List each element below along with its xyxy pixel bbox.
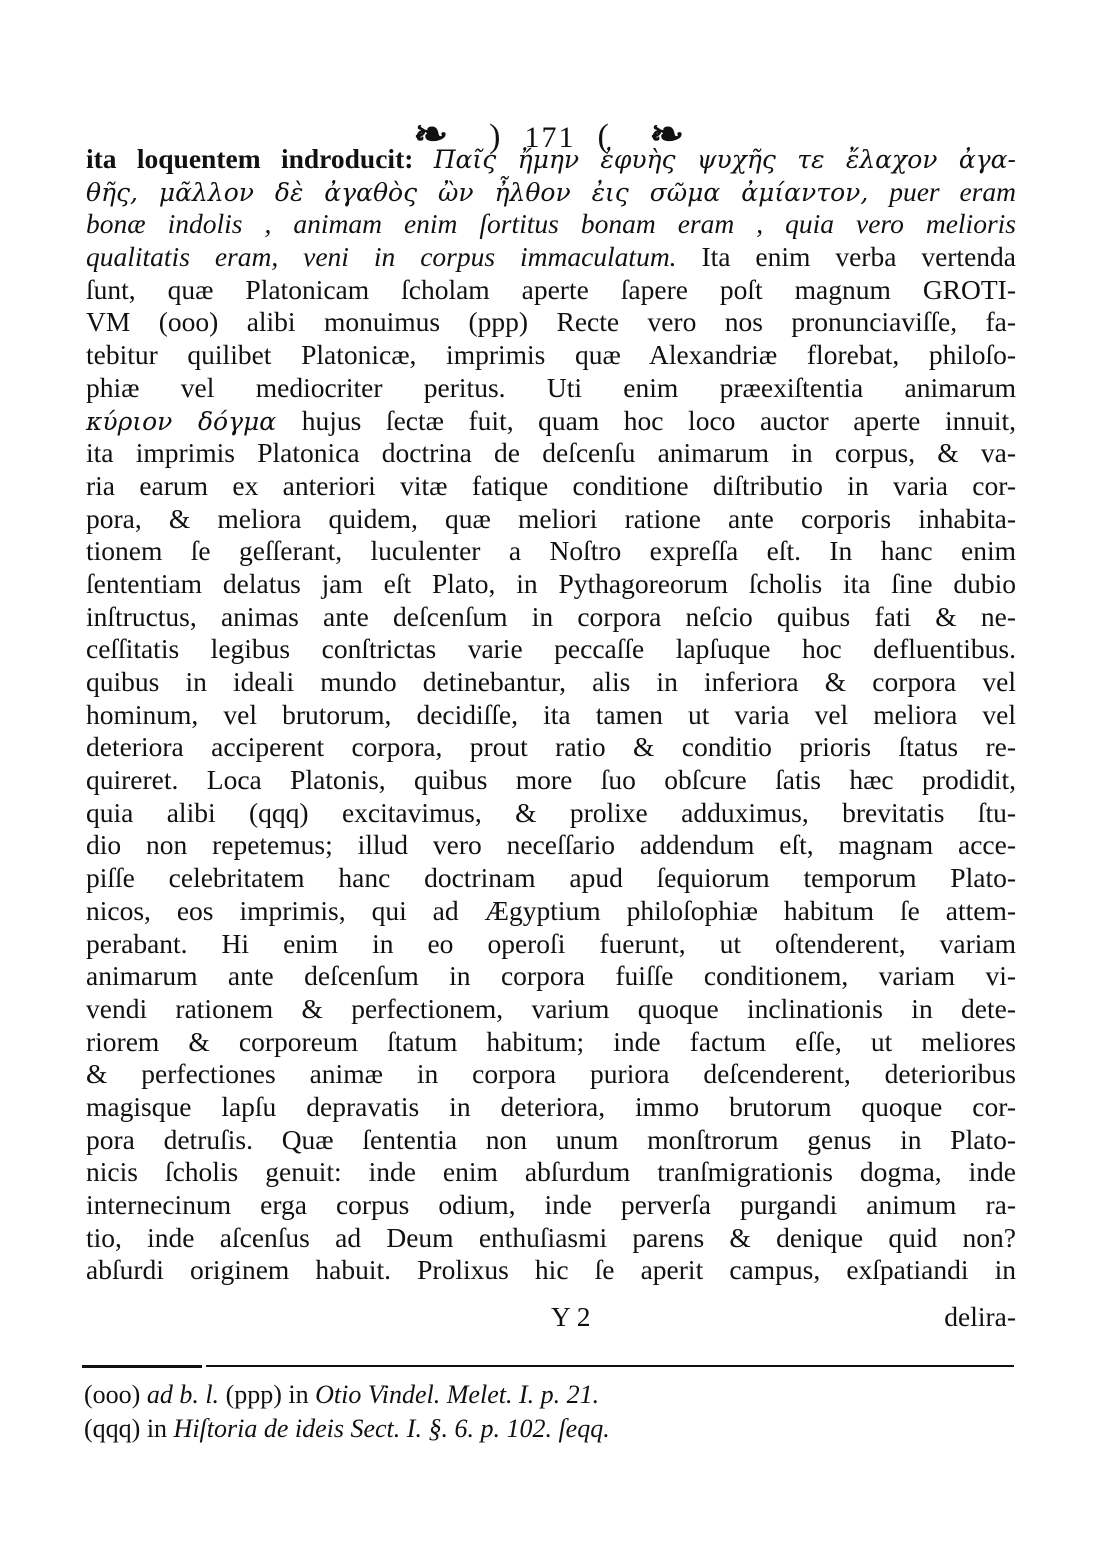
footnote-line [84, 1378, 1014, 1412]
page-foot [86, 1300, 1016, 1334]
text-run: & perfectiones animæ in corpora puriora deſcenderent, deterioribus [86, 1058, 1016, 1090]
text-line [86, 764, 1016, 797]
text-line [86, 1124, 1016, 1157]
text-run: (qqq) in [84, 1414, 174, 1443]
text-line [86, 274, 1016, 307]
greek-text: θῆς, μᾶλλον δὲ ἀγαθὸς ὢν ἦλθον ἐις σῶμα ἀμίαντον, [86, 177, 890, 207]
text-line [86, 862, 1016, 895]
text-run: (ppp) in [219, 1380, 316, 1409]
text-line [86, 993, 1016, 1026]
text-line [86, 535, 1016, 568]
text-run: hujus ſectæ fuit, quam hoc loco auctor aperte innuit, [301, 404, 1016, 436]
italic-text: Otio Vindel. Melet. I. p. 21. [315, 1380, 600, 1409]
footnote-rule-short [82, 1365, 202, 1368]
text-line [86, 666, 1016, 699]
catchword: delira- [944, 1301, 1016, 1332]
italic-text: puer eram [889, 175, 1016, 207]
italic-text: qualitatis eram, veni in corpus immaculatum. [86, 241, 677, 273]
text-run: ita loquentem indroducit: [86, 143, 434, 174]
text-line [86, 470, 1016, 503]
text-line [86, 208, 1016, 241]
text-line [86, 1254, 1016, 1287]
header-paren-right: ( [597, 118, 611, 155]
text-line [86, 1026, 1016, 1059]
text-line [86, 437, 1016, 470]
text-run: nicis ſcholis genuit: inde enim abſurdum tranſmigrationis dogma, inde [86, 1156, 1016, 1188]
text-run: phiæ vel mediocriter peritus. Uti enim præexiſtentia animarum [86, 371, 1016, 403]
text-run: (ooo) [84, 1380, 147, 1409]
text-run: ſunt, quæ Platonicam ſcholam aperte ſapere poſt magnum GROTI- [86, 273, 1016, 305]
main-text-block [86, 143, 1016, 1287]
text-run: tio, inde aſcenſus ad Deum enthuſiasmi parens & denique quid non? [86, 1221, 1016, 1253]
italic-text: bonæ indolis , animam enim ſortitus bonam eram , quia vero melioris [86, 208, 1016, 240]
text-run: VM (ooo) alibi monuimus (ppp) Recte vero nos pronunciaviſſe, fa- [86, 306, 1016, 338]
text-run: ſententiam delatus jam eſt Plato, in Pythagoreorum ſcholis ita ſine dubio [86, 567, 1016, 599]
footnote-line [84, 1412, 1014, 1446]
greek-text: κύριον δόγμα [86, 406, 302, 436]
text-line [86, 405, 1016, 438]
text-run: ceſſitatis legibus conſtrictas varie peccaſſe lapſuque hoc defluentibus. [86, 633, 1016, 665]
text-run: deteriora acciperent corpora, prout ratio & conditio prioris ſtatus re- [86, 731, 1016, 763]
text-run: tionem ſe geſſerant, luculenter a Noſtro expreſſa eſt. In hanc enim [86, 535, 1016, 567]
text-line [86, 339, 1016, 372]
text-line [86, 699, 1016, 732]
text-line [86, 731, 1016, 764]
text-line [86, 241, 1016, 274]
text-run: perabant. Hi enim in eo operoſi fuerunt, ut oſtenderent, variam [86, 927, 1016, 959]
footnote-rule-long [206, 1365, 1014, 1367]
text-line [86, 568, 1016, 601]
text-line [86, 797, 1016, 830]
text-line [86, 1058, 1016, 1091]
text-line [86, 960, 1016, 993]
text-run: vendi rationem & perfectionem, varium quoque inclinationis in dete- [86, 992, 1016, 1024]
page-number: 171 [524, 121, 576, 154]
text-line [86, 601, 1016, 634]
text-line [86, 176, 1016, 209]
text-line [86, 306, 1016, 339]
text-line [86, 503, 1016, 536]
italic-text: ad b. l. [146, 1380, 220, 1409]
text-line [86, 372, 1016, 405]
text-line [86, 143, 1016, 176]
text-run: inſtructus, animas ante deſcenſum in corpora neſcio quibus fati & ne- [86, 600, 1016, 632]
text-run: hominum, vel brutorum, decidiſſe, ita tamen ut varia vel meliora vel [86, 698, 1016, 730]
text-run: quia alibi (qqq) excitavimus, & prolixe adduximus, brevitatis ſtu- [86, 796, 1016, 828]
text-run: magisque lapſu depravatis in deteriora, immo brutorum quoque cor- [86, 1090, 1016, 1122]
text-run: internecinum erga corpus odium, inde perverſa purgandi animum ra- [86, 1189, 1016, 1220]
text-line [86, 1189, 1016, 1222]
text-run: pora, & meliora quidem, quæ meliori ratione ante corporis inhabita- [86, 502, 1016, 534]
text-line [86, 928, 1016, 961]
text-run: piſſe celebritatem hanc doctrinam apud ſequiorum temporum Plato- [86, 862, 1016, 894]
text-run: animarum ante deſcenſum in corpora fuiſſe conditionem, variam vi- [86, 960, 1016, 992]
text-run: riorem & corporeum ſtatum habitum; inde factum eſſe, ut meliores [86, 1025, 1016, 1057]
text-run: ria earum ex anteriori vitæ fatique conditione diſtributio in varia cor- [86, 469, 1016, 501]
text-run: tebitur quilibet Platonicæ, imprimis quæ Alexandriæ florebat, philoſo- [86, 339, 1016, 371]
header-paren-left: ) [489, 118, 503, 155]
ornament-left-icon: ❧ [413, 114, 451, 156]
text-line [86, 895, 1016, 928]
text-line [86, 829, 1016, 862]
text-line [86, 1156, 1016, 1189]
greek-text: Παῖς ἤμην ἐφυὴς ψυχῆς τε ἔλαχον ἀγα- [433, 145, 1016, 174]
ornament-right-icon: ❧ [649, 114, 687, 156]
text-run: quireret. Loca Platonis, quibus more ſuo obſcure ſatis hæc prodidit, [86, 764, 1016, 796]
text-run: ita imprimis Platonica doctrina de deſcenſu animarum in corpus, & va- [86, 437, 1016, 469]
text-run: Ita enim verba vertenda [676, 241, 1016, 273]
signature-mark: Y 2 [551, 1301, 591, 1332]
text-run: pora detruſis. Quæ ſententia non unum monſtrorum genus in Plato- [86, 1123, 1016, 1155]
text-line [86, 1091, 1016, 1124]
text-run: dio non repetemus; illud vero neceſſario addendum eſt, magnam acce- [86, 829, 1016, 861]
text-line [86, 1222, 1016, 1255]
italic-text: Hiſtoria de ideis Sect. I. §. 6. p. 102. ſeqq. [173, 1414, 610, 1443]
text-run: quibus in ideali mundo detinebantur, alis in inferiora & corpora vel [86, 666, 1016, 697]
footnotes-block [84, 1378, 1014, 1446]
text-line [86, 633, 1016, 666]
text-run: nicos, eos imprimis, qui ad Ægyptium philoſophiæ habitum ſe attem- [86, 894, 1016, 926]
text-run: abſurdi originem habuit. Prolixus hic ſe aperit campus, exſpatiandi in [86, 1254, 1016, 1286]
